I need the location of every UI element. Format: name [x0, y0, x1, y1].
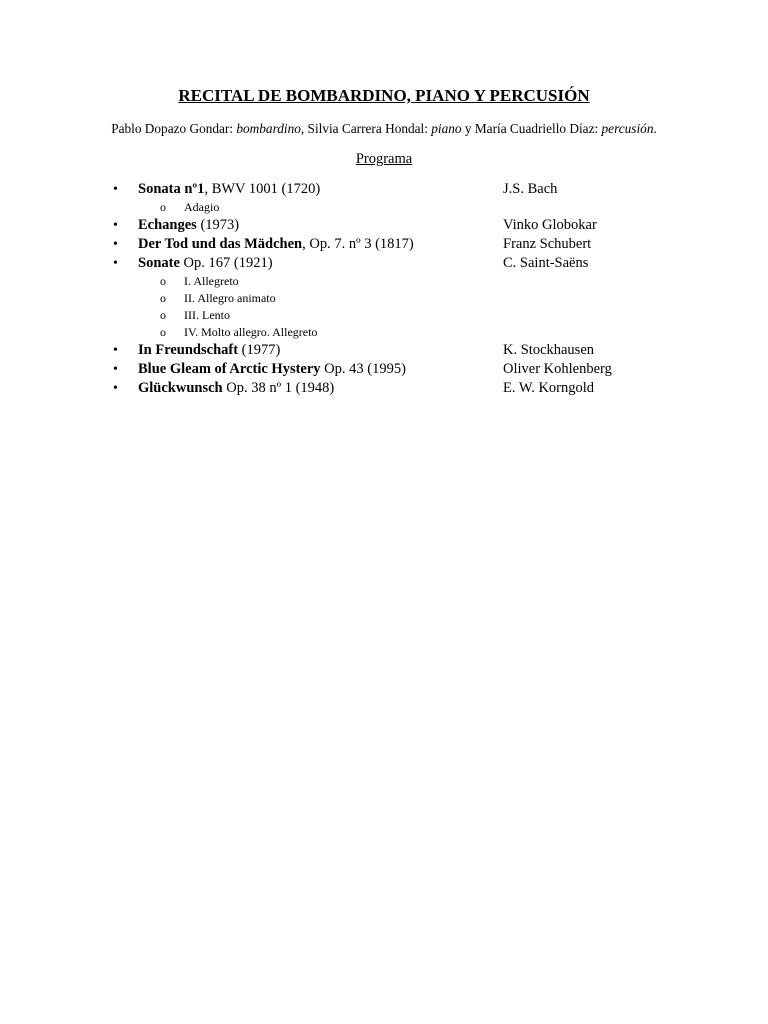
movement-item: [0, 307, 768, 324]
work-title: [138, 379, 334, 398]
performer-3-instrument: percusión: [601, 121, 654, 136]
work-detail: (1977): [238, 342, 281, 358]
performer-2-name: , Silvia Carrera Hondal:: [300, 121, 432, 136]
work-title: [138, 360, 406, 379]
composer-name: Vinko Globokar: [503, 217, 597, 233]
bullet-icon: •: [113, 343, 118, 358]
work-name: Sonata nº1: [138, 181, 205, 197]
work-detail: (1973): [196, 217, 240, 233]
program-item: [0, 180, 768, 199]
work-name: Der Tod und das Mädchen: [138, 236, 303, 252]
program-item: [0, 379, 768, 398]
work-title: [138, 235, 414, 254]
work-name: In Freundschaft: [138, 342, 239, 358]
bullet-icon: •: [113, 256, 118, 271]
performer-2-instrument: piano: [431, 121, 462, 136]
work-detail: Op. 38 nº 1 (1948): [222, 380, 335, 396]
movement-name: III. Lento: [184, 308, 230, 322]
movement-item: [0, 324, 768, 341]
bullet-icon: •: [113, 237, 118, 252]
movement-name: Adagio: [184, 200, 220, 214]
composer-name: Oliver Kohlenberg: [503, 361, 612, 377]
bullet-icon: •: [113, 218, 118, 233]
work-title: [138, 180, 320, 199]
performer-1-instrument: bombardino: [236, 121, 301, 136]
work-name: Sonate: [138, 255, 180, 271]
movement-item: [0, 290, 768, 307]
movement-item: [0, 273, 768, 290]
work-title: [138, 254, 273, 273]
performers-end: .: [653, 121, 657, 136]
work-name: Echanges: [138, 217, 197, 233]
work-detail: Op. 43 (1995): [320, 361, 406, 377]
composer-name: Franz Schubert: [503, 236, 592, 252]
movement-name: I. Allegreto: [184, 274, 239, 288]
work-detail: , Op. 7. nº 3 (1817): [302, 236, 414, 252]
composer-name: K. Stockhausen: [503, 342, 595, 358]
composer-name: J.S. Bach: [503, 181, 558, 197]
program-item: [0, 216, 768, 235]
bullet-icon: •: [113, 182, 118, 197]
program-list: [0, 180, 768, 398]
work-detail: , BWV 1001 (1720): [204, 181, 321, 197]
sub-bullet-icon: o: [160, 274, 166, 288]
performers-line: [0, 120, 768, 138]
work-title: [138, 341, 280, 360]
work-name: Glückwunsch: [138, 380, 223, 396]
bullet-icon: •: [113, 381, 118, 396]
document-title: RECITAL DE BOMBARDINO, PIANO Y PERCUSIÓN: [178, 86, 590, 105]
sub-bullet-icon: o: [160, 200, 166, 214]
performer-1-name: Pablo Dopazo Gondar:: [111, 121, 237, 136]
program-heading: Programa: [355, 151, 413, 167]
composer-name: E. W. Korngold: [503, 380, 595, 396]
sub-bullet-icon: o: [160, 325, 166, 339]
program-item: [0, 360, 768, 379]
bullet-icon: •: [113, 362, 118, 377]
program-item: [0, 341, 768, 360]
sub-bullet-icon: o: [160, 308, 166, 322]
movement-item: [0, 199, 768, 216]
movement-name: IV. Molto allegro. Allegreto: [184, 325, 318, 339]
program-item: [0, 235, 768, 254]
movement-name: II. Allegro animato: [184, 291, 276, 305]
sub-bullet-icon: o: [160, 291, 166, 305]
work-detail: Op. 167 (1921): [179, 255, 273, 271]
composer-name: C. Saint-Saëns: [503, 255, 589, 271]
work-title: [138, 216, 239, 235]
program-item: [0, 254, 768, 273]
performer-3-name: y María Cuadriello Díaz:: [461, 121, 602, 136]
work-name: Blue Gleam of Arctic Hystery: [138, 361, 321, 377]
